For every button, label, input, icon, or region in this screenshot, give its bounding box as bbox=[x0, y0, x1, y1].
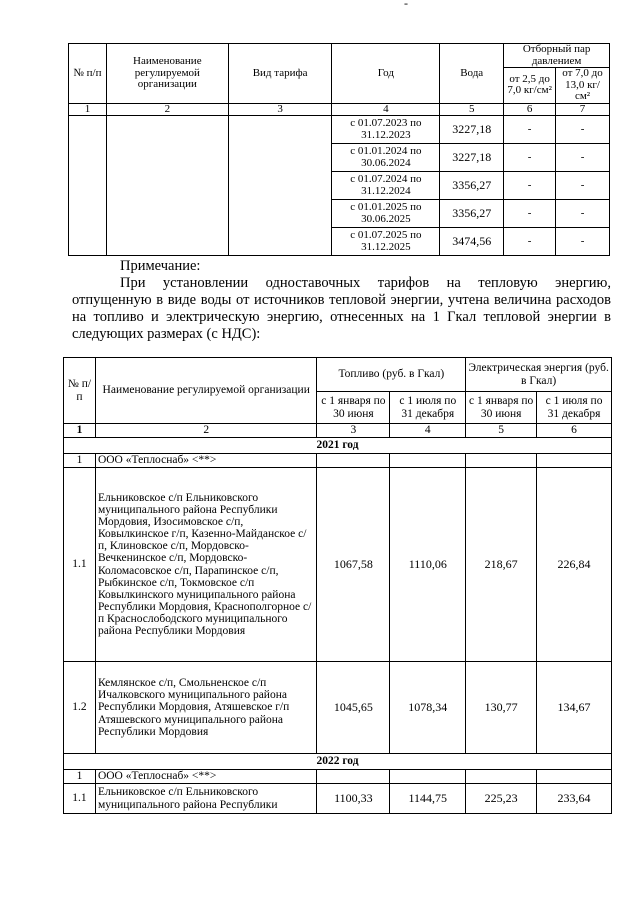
period-cell: с 01.07.2025 по 31.12.2025 bbox=[332, 228, 440, 256]
fuel-h1-value: 1067,58 bbox=[317, 468, 390, 662]
municipality-list: Ельниковское с/п Ельниковского муниципального района Республики Мордовия, Изосимовское с/п, Ковылкинское г/п, Казенно-Майданское с/п, Клиновское с/п, Мордовско-Вечкенинское с/п, Мордовско-Коломасовское с/п, Парапинское с/п, Рыбкинское с/п, Токмовское с/п Ковылкинского муниципального района Республики Мордовия, Краснополгорное с/п Краснослободского муниципального района Республики Мордовия bbox=[95, 468, 317, 662]
steam-high-value: - bbox=[556, 116, 610, 144]
elec-h2-value: 226,84 bbox=[537, 468, 612, 662]
elec-h1-value: 130,77 bbox=[466, 662, 537, 754]
col-number: 1 bbox=[69, 103, 107, 116]
header-steam-low: от 2,5 до 7,0 кг/см² bbox=[504, 68, 556, 104]
header-num: № п/п bbox=[64, 358, 96, 424]
header-fuel-h2: с 1 июля по 31 декабря bbox=[390, 392, 466, 424]
steam-low-value: - bbox=[504, 172, 556, 200]
year-heading-2022: 2022 год bbox=[64, 754, 612, 770]
row-number: 1.1 bbox=[64, 784, 96, 814]
note-block bbox=[72, 258, 611, 343]
row-number: 1.2 bbox=[64, 662, 96, 754]
header-year: Год bbox=[332, 44, 440, 104]
header-tariff: Вид тарифа bbox=[228, 44, 332, 104]
elec-h2-value: 134,67 bbox=[537, 662, 612, 754]
col-number: 6 bbox=[504, 103, 556, 116]
header-org: Наименование регулируемой организации bbox=[106, 44, 228, 104]
steam-high-value: - bbox=[556, 228, 610, 256]
col-number: 3 bbox=[317, 424, 390, 438]
col-number: 4 bbox=[332, 103, 440, 116]
col-number: 2 bbox=[106, 103, 228, 116]
table-row bbox=[64, 784, 612, 814]
org-name: ООО «Теплоснаб» <**> bbox=[95, 770, 317, 784]
header-elec-h1: с 1 января по 30 июня bbox=[466, 392, 537, 424]
table-row bbox=[64, 468, 612, 662]
table-row bbox=[64, 662, 612, 754]
elec-h1-value: 225,23 bbox=[466, 784, 537, 814]
steam-low-value: - bbox=[504, 200, 556, 228]
water-value: 3356,27 bbox=[440, 200, 504, 228]
steam-high-value: - bbox=[556, 200, 610, 228]
water-value: 3227,18 bbox=[440, 144, 504, 172]
water-value: 3227,18 bbox=[440, 116, 504, 144]
elec-h2-value: 233,64 bbox=[537, 784, 612, 814]
col-number: 5 bbox=[466, 424, 537, 438]
fuel-h2-value: 1144,75 bbox=[390, 784, 466, 814]
table-row bbox=[69, 116, 610, 144]
header-steam-high: от 7,0 до 13,0 кг/см² bbox=[556, 68, 610, 104]
row-number: 1.1 bbox=[64, 468, 96, 662]
col-number: 5 bbox=[440, 103, 504, 116]
water-value: 3474,56 bbox=[440, 228, 504, 256]
header-steam: Отборный пар давлением bbox=[504, 44, 610, 68]
steam-high-value: - bbox=[556, 172, 610, 200]
steam-low-value: - bbox=[504, 144, 556, 172]
municipality-list: Кемлянское с/п, Смольненское с/п Ичалковского муниципального района Республики Мордовия, Атяшевское г/п Атяшевского муниципального района Республики Мордовия bbox=[95, 662, 317, 754]
col-number: 6 bbox=[537, 424, 612, 438]
year-heading-2021: 2021 год bbox=[64, 438, 612, 454]
elec-h1-value: 218,67 bbox=[466, 468, 537, 662]
header-water: Вода bbox=[440, 44, 504, 104]
note-title: Примечание: bbox=[120, 258, 201, 274]
org-name: ООО «Теплоснаб» <**> bbox=[95, 454, 317, 468]
steam-low-value: - bbox=[504, 228, 556, 256]
header-electricity: Электрическая энергия (руб. в Гкал) bbox=[466, 358, 612, 392]
row-number: 1 bbox=[64, 770, 96, 784]
header-elec-h2: с 1 июля по 31 декабря bbox=[537, 392, 612, 424]
fuel-h2-value: 1110,06 bbox=[390, 468, 466, 662]
period-cell: с 01.01.2025 по 30.06.2025 bbox=[332, 200, 440, 228]
header-fuel: Топливо (руб. в Гкал) bbox=[317, 358, 466, 392]
col-number: 2 bbox=[95, 424, 317, 438]
row-number: 1 bbox=[64, 454, 96, 468]
col-number: 4 bbox=[390, 424, 466, 438]
water-value: 3356,27 bbox=[440, 172, 504, 200]
fuel-electricity-table bbox=[63, 357, 612, 814]
col-number: 1 bbox=[64, 424, 96, 438]
period-cell: с 01.01.2024 по 30.06.2024 bbox=[332, 144, 440, 172]
note-text: При установлении одноставочных тарифов на тепловую энергию, отпущенную в виде воды от источников тепловой энергии, учтена величина расходов на топливо и электрическую энергию, отнесенных на 1 Гкал тепловой энергии в следующих размерах (с НДС): bbox=[72, 275, 611, 342]
fuel-h1-value: 1045,65 bbox=[317, 662, 390, 754]
municipality-list: Ельниковское с/п Ельниковского муниципального района Республики bbox=[95, 784, 317, 814]
fuel-h1-value: 1100,33 bbox=[317, 784, 390, 814]
header-org: Наименование регулируемой организации bbox=[95, 358, 317, 424]
period-cell: с 01.07.2023 по 31.12.2023 bbox=[332, 116, 440, 144]
header-num: № п/п bbox=[69, 44, 107, 104]
fuel-h2-value: 1078,34 bbox=[390, 662, 466, 754]
period-cell: с 01.07.2024 по 31.12.2024 bbox=[332, 172, 440, 200]
col-number: 7 bbox=[556, 103, 610, 116]
page-top-mark: - bbox=[404, 0, 408, 10]
steam-high-value: - bbox=[556, 144, 610, 172]
org-row bbox=[64, 454, 612, 468]
col-number: 3 bbox=[228, 103, 332, 116]
org-row bbox=[64, 770, 612, 784]
header-fuel-h1: с 1 января по 30 июня bbox=[317, 392, 390, 424]
steam-low-value: - bbox=[504, 116, 556, 144]
tariff-table bbox=[68, 43, 610, 256]
